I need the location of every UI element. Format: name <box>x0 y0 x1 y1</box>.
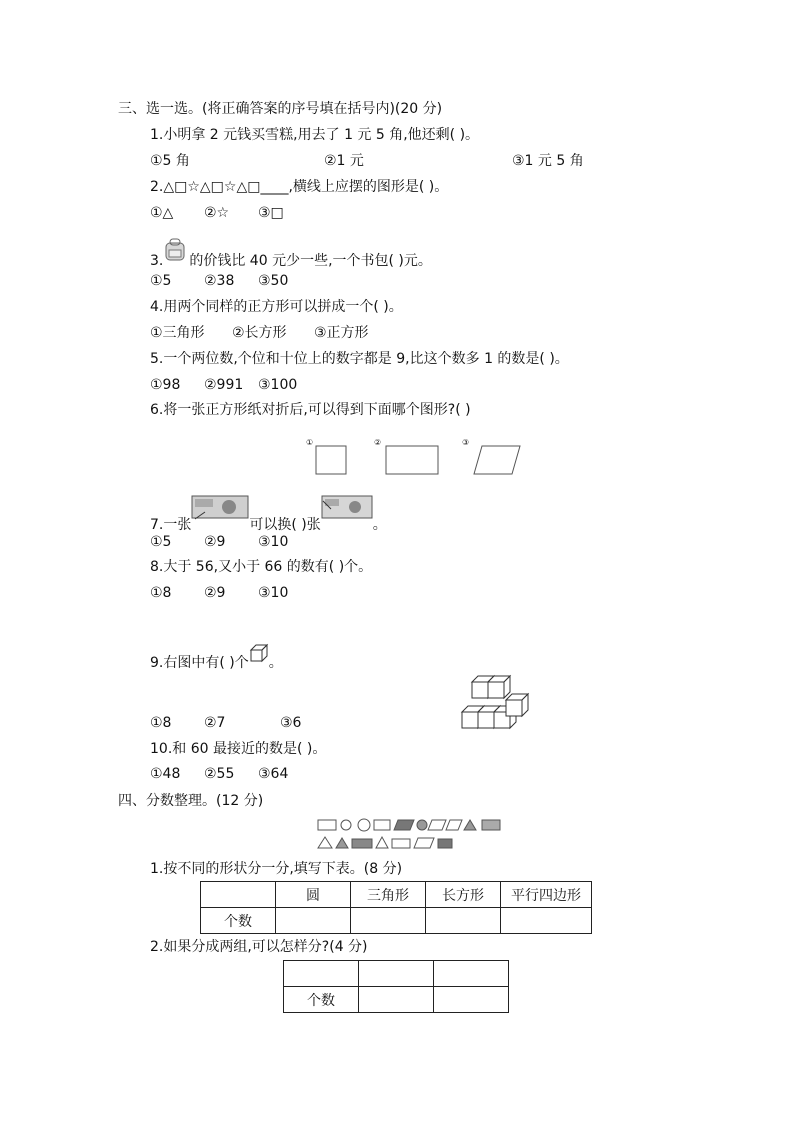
banknote-10-icon <box>321 495 373 521</box>
q6-label-1: ① <box>306 438 314 447</box>
shape-rect <box>438 839 452 848</box>
q1-option-2: ②1 元 <box>324 153 364 169</box>
q7-option-3: ③10 <box>258 534 289 550</box>
q7-end: 。 <box>372 517 387 533</box>
rectangle-shape <box>386 446 438 474</box>
q1-option-1: ①5 角 <box>150 153 190 169</box>
section3-heading: 三、选一选。(将正确答案的序号填在括号内)(20 分) <box>118 101 443 117</box>
q3-option-2: ②38 <box>204 273 235 289</box>
q7-option-2: ②9 <box>204 534 226 550</box>
q10-option-3: ③64 <box>258 766 289 782</box>
banknote-100-icon <box>191 495 249 521</box>
question-6: 6.将一张正方形纸对折后,可以得到下面哪个图形?( ) <box>150 402 471 418</box>
shape-parallelogram <box>428 820 446 830</box>
shape-rect <box>392 839 410 848</box>
shape-circle <box>341 820 351 830</box>
shape-triangle <box>464 820 476 830</box>
parallelogram-shape <box>474 446 520 474</box>
q3-text: 的价钱比 40 元少一些,一个书包( )元。 <box>189 253 432 269</box>
unit-cube <box>506 694 528 716</box>
q5-option-1: ①98 <box>150 377 181 393</box>
q6-label-2: ② <box>374 438 382 447</box>
question-2: 2.△□☆△□☆△□____,横线上应摆的图形是( )。 <box>150 179 449 195</box>
table-answer-cell[interactable] <box>276 908 351 934</box>
table-answer-cell[interactable] <box>351 908 426 934</box>
shape-count-table <box>200 881 592 934</box>
q9-option-1: ①8 <box>150 715 172 731</box>
q3-prefix: 3. <box>150 253 164 269</box>
table-row-label: 个数 <box>201 908 276 934</box>
question-3 <box>150 245 432 271</box>
shape-triangle <box>376 837 388 848</box>
q10-option-2: ②55 <box>204 766 235 782</box>
q7-option-1: ①5 <box>150 534 172 550</box>
shape-parallelogram <box>394 820 414 830</box>
shapes-row-figure <box>316 816 506 856</box>
table-header-cell[interactable] <box>284 961 359 987</box>
q8-option-2: ②9 <box>204 585 226 601</box>
q1-option-3: ③1 元 5 角 <box>512 153 584 169</box>
question-4: 4.用两个同样的正方形可以拼成一个( )。 <box>150 299 403 315</box>
table-answer-cell[interactable] <box>501 908 592 934</box>
shape-parallelogram <box>414 838 434 848</box>
table-header-cell <box>201 882 276 908</box>
table-header-cell[interactable] <box>359 961 434 987</box>
shape-parallelogram <box>446 820 462 830</box>
q7-middle: 可以换( )张 <box>249 517 321 533</box>
table-header-cell: 平行四边形 <box>501 882 592 908</box>
q10-option-1: ①48 <box>150 766 181 782</box>
q9-text: 9.右图中有( )个 <box>150 655 249 671</box>
q4-option-3: ③正方形 <box>314 325 369 341</box>
shape-triangle <box>336 838 348 848</box>
q2-option-1: ①△ <box>150 205 174 221</box>
shape-circle <box>417 820 427 830</box>
shape-triangle <box>318 837 332 848</box>
question-10: 10.和 60 最接近的数是( )。 <box>150 741 327 757</box>
table-row-label: 个数 <box>284 987 359 1013</box>
shape-rect <box>352 839 372 848</box>
q2-option-3: ③□ <box>258 205 284 221</box>
question-8: 8.大于 56,又小于 66 的数有( )个。 <box>150 559 373 575</box>
q8-option-1: ①8 <box>150 585 172 601</box>
table-header-cell: 三角形 <box>351 882 426 908</box>
unit-cube <box>488 676 510 698</box>
shape-rect <box>374 820 390 830</box>
shape-rect <box>318 820 336 830</box>
question-7 <box>150 507 387 535</box>
table-answer-cell[interactable] <box>359 987 434 1013</box>
q6-label-3: ③ <box>462 438 470 447</box>
q3-option-1: ①5 <box>150 273 172 289</box>
table-header-cell: 圆 <box>276 882 351 908</box>
q3-option-3: ③50 <box>258 273 289 289</box>
shape-circle <box>358 819 370 831</box>
q8-option-3: ③10 <box>258 585 289 601</box>
section4-heading: 四、分数整理。(12 分) <box>118 793 264 809</box>
question-9 <box>150 649 283 673</box>
cube-stack-figure <box>458 672 534 734</box>
schoolbag-icon <box>163 237 189 261</box>
cube-icon <box>249 643 269 663</box>
q9-option-2: ②7 <box>204 715 226 731</box>
q2-option-2: ②☆ <box>204 205 230 221</box>
q4-option-2: ②长方形 <box>232 325 287 341</box>
table-answer-cell[interactable] <box>434 987 509 1013</box>
table-header-cell[interactable] <box>434 961 509 987</box>
square-shape <box>316 446 346 474</box>
q9-end: 。 <box>268 655 283 671</box>
q5-option-2: ②991 <box>204 377 244 393</box>
question-1: 1.小明拿 2 元钱买雪糕,用去了 1 元 5 角,他还剩( )。 <box>150 127 480 143</box>
two-group-table <box>283 960 509 1013</box>
s4-question-1: 1.按不同的形状分一分,填写下表。(8 分) <box>150 861 403 877</box>
question-5: 5.一个两位数,个位和十位上的数字都是 9,比这个数多 1 的数是( )。 <box>150 351 569 367</box>
q7-prefix: 7.一张 <box>150 517 192 533</box>
q4-option-1: ①三角形 <box>150 325 205 341</box>
table-answer-cell[interactable] <box>426 908 501 934</box>
shape-rect <box>482 820 500 830</box>
table-header-cell: 长方形 <box>426 882 501 908</box>
s4-question-2: 2.如果分成两组,可以怎样分?(4 分) <box>150 939 368 955</box>
q5-option-3: ③100 <box>258 377 298 393</box>
q6-figure <box>306 438 526 478</box>
q9-option-3: ③6 <box>280 715 302 731</box>
